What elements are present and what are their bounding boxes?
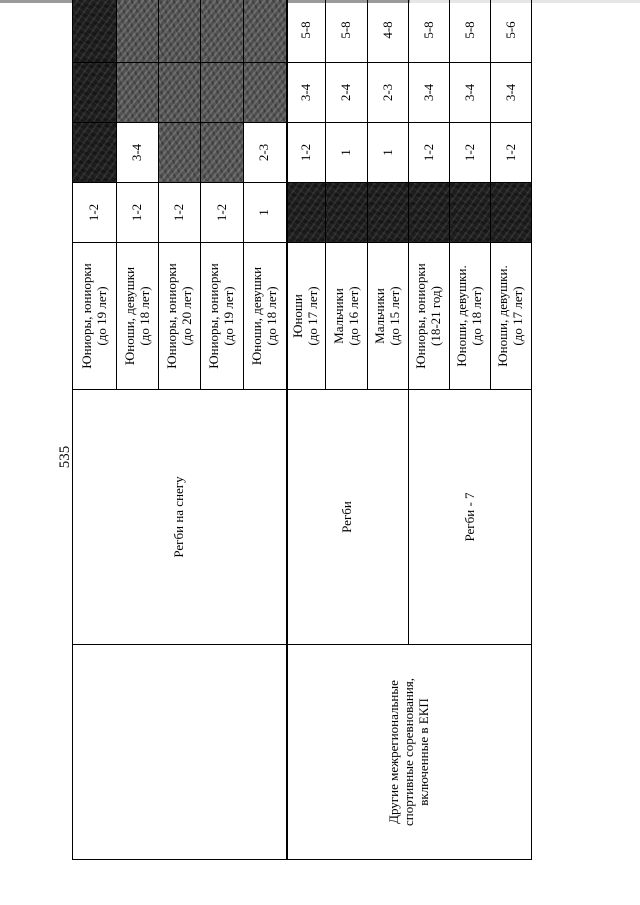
- shaded-cell: [73, 0, 117, 63]
- shaded-cell: [450, 183, 491, 243]
- place-cell: 3-4: [117, 123, 159, 183]
- age-group-cell: Юниоры, юниорки (до 19 лет): [73, 243, 117, 390]
- place-cell: 2-3: [368, 63, 409, 123]
- place-cell: 1-2: [117, 183, 159, 243]
- place-cell: 3-4: [491, 63, 532, 123]
- age-group-cell: Юноши, девушки. (до 17 лет): [491, 243, 532, 390]
- shaded-cell: [409, 183, 450, 243]
- shaded-cell: [117, 63, 159, 123]
- place-cell: 2-4: [326, 63, 368, 123]
- discipline-cell: Регби: [287, 390, 409, 645]
- shaded-cell: [73, 63, 117, 123]
- place-cell: 4-8: [368, 0, 409, 63]
- shaded-cell: [159, 123, 201, 183]
- age-group-cell: Юноши, девушки (до 18 лет): [244, 243, 287, 390]
- shaded-cell: [201, 0, 244, 63]
- age-group-cell: Мальчики (до 16 лет): [326, 243, 368, 390]
- shaded-cell: [368, 183, 409, 243]
- place-cell: 3-4: [409, 63, 450, 123]
- age-group-cell: Юниоры, юниорки (до 20 лет): [159, 243, 201, 390]
- place-cell: 1-2: [73, 183, 117, 243]
- place-cell: 1: [368, 123, 409, 183]
- table-row: [73, 0, 117, 860]
- place-cell: 1-2: [159, 183, 201, 243]
- discipline-cell: Регби на снегу: [73, 390, 287, 645]
- place-cell: 5-8: [409, 0, 450, 63]
- section-empty-cell: [73, 645, 287, 860]
- table-inner: [72, 21, 529, 860]
- age-group-cell: Юниоры, юниорки (18-21 год): [409, 243, 450, 390]
- place-cell: 1-2: [201, 183, 244, 243]
- section-title-cell: Другие межрегиональные спортивные соревнования, включенные в ЕКП: [287, 645, 532, 860]
- shaded-cell: [244, 0, 287, 63]
- age-group-cell: Мальчики (до 15 лет): [368, 243, 409, 390]
- place-cell: 1: [244, 183, 287, 243]
- competition-table: [72, 0, 532, 860]
- page-number-text: 535: [57, 445, 73, 469]
- age-group-cell: Юноши, девушки (до 18 лет): [117, 243, 159, 390]
- shaded-cell: [117, 0, 159, 63]
- place-cell: 3-4: [287, 63, 326, 123]
- place-cell: 1: [326, 123, 368, 183]
- place-cell: 3-4: [450, 63, 491, 123]
- shaded-cell: [326, 183, 368, 243]
- shaded-cell: [159, 63, 201, 123]
- place-cell: 5-8: [326, 0, 368, 63]
- shaded-cell: [73, 123, 117, 183]
- discipline-cell: Регби - 7: [409, 390, 532, 645]
- rotated-table-frame: [72, 21, 529, 860]
- place-cell: 5-8: [450, 0, 491, 63]
- shaded-cell: [491, 183, 532, 243]
- table-row: [287, 0, 326, 860]
- shaded-cell: [159, 0, 201, 63]
- shaded-cell: [201, 63, 244, 123]
- age-group-cell: Юноши (до 17 лет): [287, 243, 326, 390]
- place-cell: 1-2: [450, 123, 491, 183]
- place-cell: 5-8: [287, 0, 326, 63]
- place-cell: 2-3: [244, 123, 287, 183]
- place-cell: 1-2: [287, 123, 326, 183]
- shaded-cell: [201, 123, 244, 183]
- shaded-cell: [244, 63, 287, 123]
- place-cell: 1-2: [491, 123, 532, 183]
- shaded-cell: [287, 183, 326, 243]
- age-group-cell: Юноши, девушки. (до 18 лет): [450, 243, 491, 390]
- place-cell: 1-2: [409, 123, 450, 183]
- place-cell: 5-6: [491, 0, 532, 63]
- age-group-cell: Юниоры, юниорки (до 19 лет): [201, 243, 244, 390]
